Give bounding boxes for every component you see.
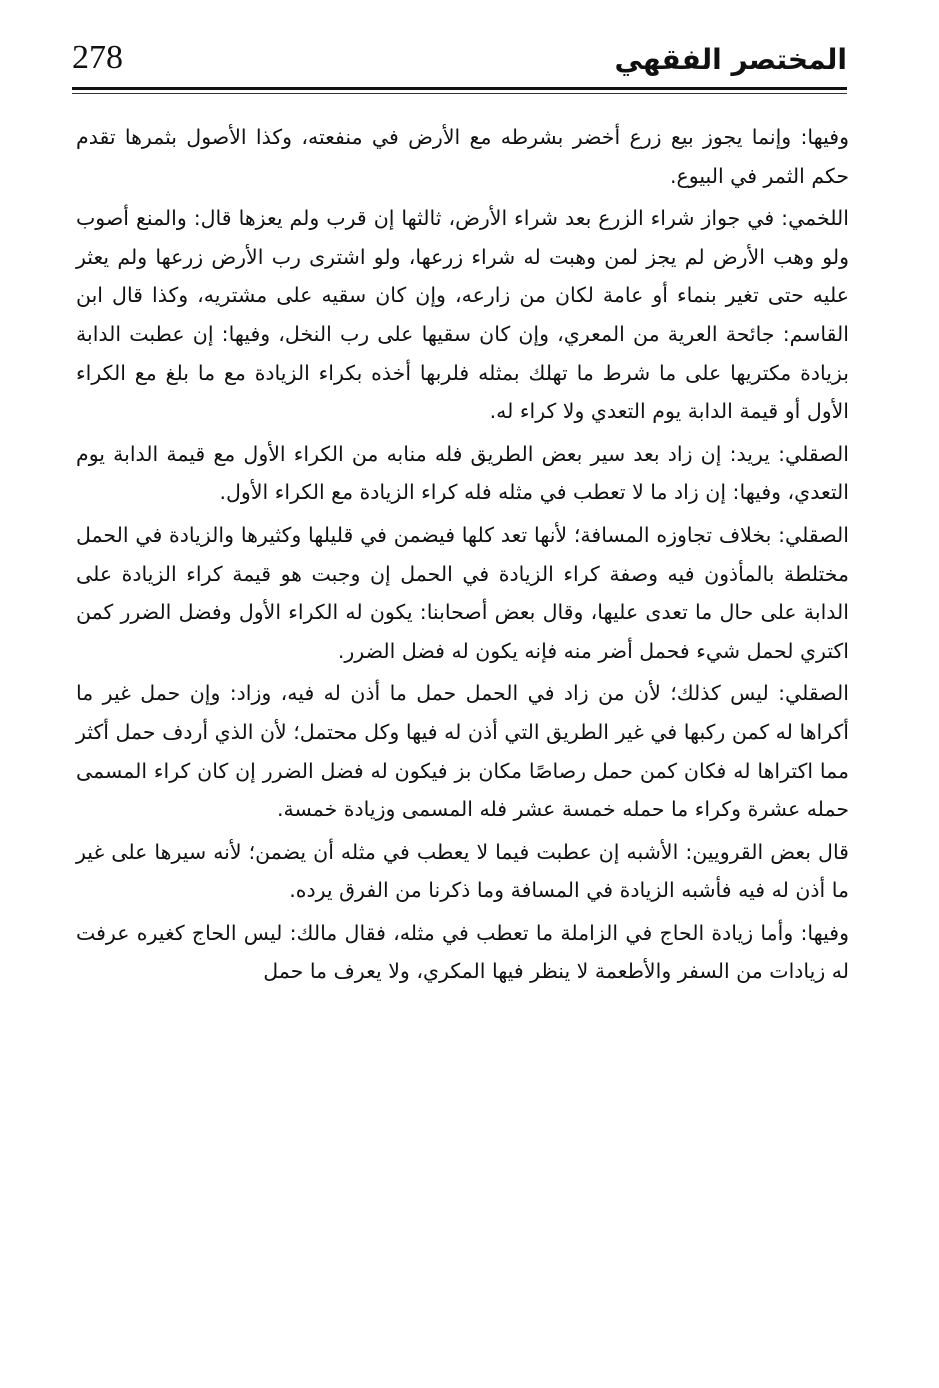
running-title: المختصر الفقهي [614,43,847,76]
header-rule-thin [72,93,847,94]
paragraph: وفيها: وأما زيادة الحاج في الزاملة ما تعطب في مثله، فقال مالك: ليس الحاج كغيره عرفت له زيادات من السفر والأطعمة لا ينظر فيها المكري، ولا يعرف ما حمل [76,920,849,984]
paragraph: الصقلي: ليس كذلك؛ لأن من زاد في الحمل حمل ما أذن له فيه، وزاد: وإن حمل غير ما أكراها له كمن ركبها في غير الطريق التي أذن له فيها وكل محتمل؛ لأن الذي أردف حمل أكثر مما اكتراها له فكان كمن حمل رصاصًا مكان بز فيكون له فضل الضرر إن كان كراء المسمى حمله عشرة وكراء ما حمله خمسة عشر فله المسمى وزيادة خمسة. [76,681,849,822]
header-rule [72,87,847,90]
page-number: 278 [72,39,123,76]
page-header [72,30,847,88]
paragraph: الصقلي: يريد: إن زاد بعد سير بعض الطريق فله منابه من الكراء الأول مع قيمة الدابة يوم التعدي، وفيها: إن زاد ما لا تعطب في مثله فله كراء الزيادة مع الكراء الأول. [76,441,849,505]
page-body [76,118,849,995]
paragraph: الصقلي: بخلاف تجاوزه المسافة؛ لأنها تعد كلها فيضمن في قليلها وكثيرها والزيادة في الحمل مختلطة بالمأذون فيه وصفة كراء الزيادة في الحمل إن وجبت هو قيمة كراء الزيادة على الدابة على حال ما تعدى عليها، وقال بعض أصحابنا: يكون له الكراء الأول وفضل الضرر كمن اكتري لحمل شيء فحمل أضر منه فإنه يكون له فضل الضرر. [76,522,849,663]
paragraph: اللخمي: في جواز شراء الزرع بعد شراء الأرض، ثالثها إن قرب ولم يعزها قال: والمنع أصوب ولو وهب الأرض لم يجز لمن وهبت له شراء زرعها، ولو اشترى رب الأرض زرعها ولم يعثر عليه حتى تغير بنماء أو عامة لكان من زارعه، وإن كان سقيه على مشتريه، وكذا قال ابن القاسم: جائحة العرية من المعري، وإن كان سقيها على رب النخل، وفيها: إن عطبت الدابة بزيادة مكتريها على ما شرط ما تهلك بمثله فلربها أخذه بكراء الزيادة مع ما بلغ مع الكراء الأول أو قيمة الدابة يوم التعدي ولا كراء له. [76,206,849,424]
paragraph: وفيها: وإنما يجوز بيع زرع أخضر بشرطه مع الأرض في منفعته، وكذا الأصول بثمرها تقدم حكم الثمر في البيوع. [76,125,849,188]
paragraph: قال بعض القرويين: الأشبه إن عطبت فيما لا يعطب في مثله أن يضمن؛ لأنه سيرها على غير ما أذن له فيه فأشبه الزيادة في المسافة وما ذكرنا من الفرق يرده. [76,839,849,903]
